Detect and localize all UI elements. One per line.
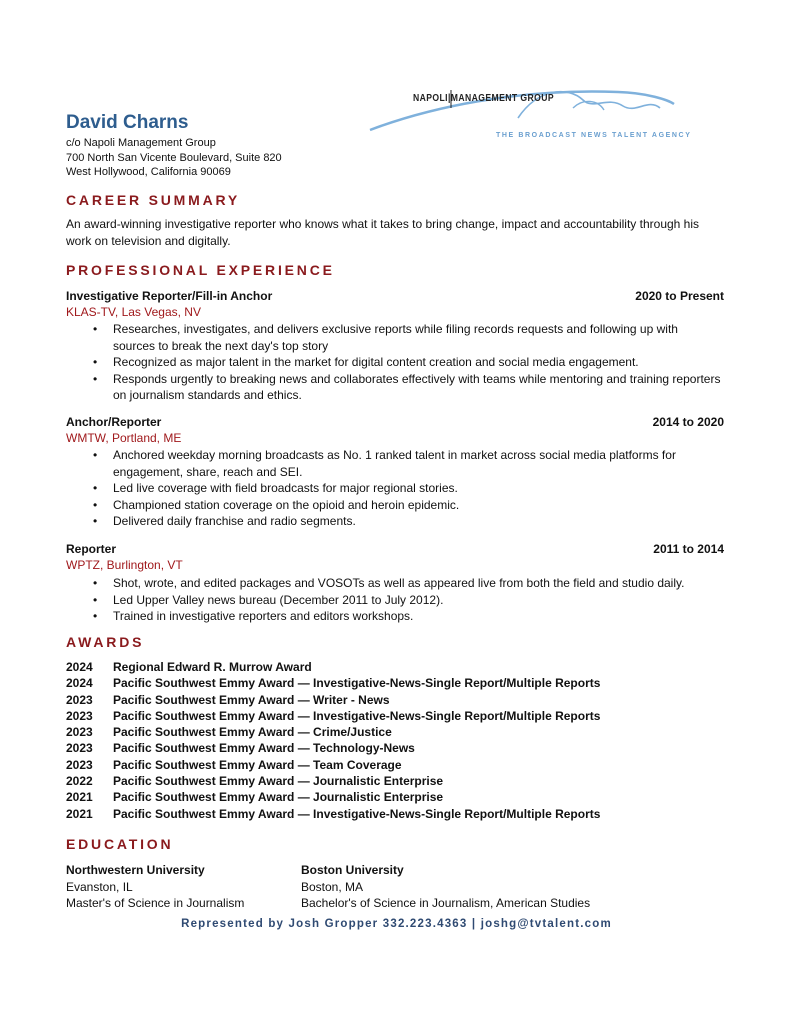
- job-title: Reporter: [66, 542, 117, 556]
- job-dates: 2014 to 2020: [652, 415, 724, 429]
- job-bullets: [113, 447, 723, 530]
- job-bullets: [113, 321, 723, 404]
- list-item: • Championed station coverage on the opioid and heroin epidemic.: [113, 497, 723, 514]
- education-entry: [66, 862, 244, 912]
- award-year: 2023: [66, 708, 93, 723]
- school-name: Boston University: [301, 863, 404, 877]
- award-row: [66, 692, 726, 708]
- address-line: 700 North San Vicente Boulevard, Suite 820: [66, 152, 282, 164]
- address-line: West Hollywood, California 90069: [66, 166, 231, 178]
- list-item: • Led live coverage with field broadcasts for major regional stories.: [113, 480, 723, 497]
- job-dates: 2020 to Present: [635, 289, 724, 303]
- candidate-name: David Charns: [66, 112, 189, 133]
- award-row: [66, 740, 726, 756]
- logo-wordmark: NAPOLI|MANAGEMENT GROUP: [413, 92, 555, 104]
- award-name: Pacific Southwest Emmy Award — Team Coverage: [113, 757, 402, 772]
- award-row: [66, 708, 726, 724]
- award-row: [66, 757, 726, 773]
- employer: WPTZ, Burlington, VT: [66, 558, 183, 572]
- job-dates: 2011 to 2014: [653, 542, 724, 556]
- degree: Bachelor's of Science in Journalism, American Studies: [301, 896, 591, 910]
- awards-list: [66, 659, 726, 822]
- section-heading-experience: PROFESSIONAL EXPERIENCE: [66, 262, 335, 278]
- job-bullets: [113, 575, 723, 625]
- award-name: Pacific Southwest Emmy Award — Crime/Justice: [113, 725, 392, 740]
- award-year: 2024: [66, 660, 93, 674]
- award-year: 2021: [66, 806, 93, 821]
- list-item: • Recognized as major talent in the market for digital content creation and social media engagement.: [113, 354, 723, 371]
- list-item: • Responds urgently to breaking news and collaborates effectively with teams while mentoring and training reporters on journalism standards and ethics.: [113, 371, 723, 404]
- section-heading-awards: AWARDS: [66, 634, 145, 650]
- section-heading-summary: CAREER SUMMARY: [66, 192, 241, 208]
- award-name: Regional Edward R. Murrow Award: [113, 660, 312, 674]
- list-item: • Delivered daily franchise and radio segments.: [113, 513, 723, 530]
- employer: WMTW, Portland, ME: [66, 431, 182, 445]
- list-item: • Researches, investigates, and delivers exclusive reports while filing records requests and following up with sources to break the next day's top story: [113, 321, 723, 354]
- list-item: • Anchored weekday morning broadcasts as No. 1 ranked talent in market across social media platforms for engagement, share, reach and SEI.: [113, 447, 723, 480]
- job-title: Anchor/Reporter: [66, 415, 162, 429]
- award-name: Pacific Southwest Emmy Award — Investigative-News-Single Report/Multiple Reports: [113, 806, 601, 821]
- school-location: Evanston, IL: [66, 879, 133, 894]
- award-year: 2023: [66, 757, 93, 772]
- napoli-logo: [368, 78, 692, 150]
- degree: Master's of Science in Journalism: [66, 896, 245, 910]
- school-name: Northwestern University: [66, 863, 205, 877]
- award-row: [66, 675, 726, 691]
- award-name: Pacific Southwest Emmy Award — Investigative-News-Single Report/Multiple Reports: [113, 708, 601, 723]
- section-heading-education: EDUCATION: [66, 836, 174, 852]
- job-title: Investigative Reporter/Fill-in Anchor: [66, 289, 273, 303]
- award-year: 2022: [66, 774, 93, 789]
- award-name: Pacific Southwest Emmy Award — Writer - News: [113, 692, 390, 707]
- list-item: • Trained in investigative reporters and editors workshops.: [113, 608, 723, 625]
- list-item: • Shot, wrote, and edited packages and VOSOTs as well as appeared live from both the field and studio daily.: [113, 575, 723, 592]
- award-year: 2021: [66, 790, 93, 805]
- address-line: c/o Napoli Management Group: [66, 137, 216, 149]
- list-item: • Led Upper Valley news bureau (December 2011 to July 2012).: [113, 592, 723, 609]
- award-row: [66, 806, 726, 822]
- award-row: [66, 659, 726, 675]
- award-row: [66, 773, 726, 789]
- school-location: Boston, MA: [301, 879, 364, 894]
- agent-contact-footer: Represented by Josh Gropper 332.223.4363 | joshg@tvtalent.com: [181, 918, 612, 930]
- award-year: 2024: [66, 676, 93, 691]
- award-year: 2023: [66, 692, 93, 707]
- award-name: Pacific Southwest Emmy Award — Journalistic Enterprise: [113, 790, 444, 805]
- award-year: 2023: [66, 725, 93, 740]
- award-name: Pacific Southwest Emmy Award — Investigative-News-Single Report/Multiple Reports: [113, 676, 601, 691]
- award-row: [66, 789, 726, 805]
- summary-text: An award-winning investigative reporter who knows what it takes to bring change, impact and accountability through his work on television and digitally.: [66, 217, 700, 248]
- award-name: Pacific Southwest Emmy Award — Journalistic Enterprise: [113, 774, 444, 789]
- award-row: [66, 724, 726, 740]
- award-name: Pacific Southwest Emmy Award — Technology-News: [113, 741, 415, 756]
- employer: KLAS-TV, Las Vegas, NV: [66, 305, 201, 319]
- award-year: 2023: [66, 741, 93, 756]
- napoli-swoosh-icon: [368, 78, 678, 150]
- logo-tagline: THE BROADCAST NEWS TALENT AGENCY: [496, 132, 692, 139]
- education-entry: [301, 862, 590, 912]
